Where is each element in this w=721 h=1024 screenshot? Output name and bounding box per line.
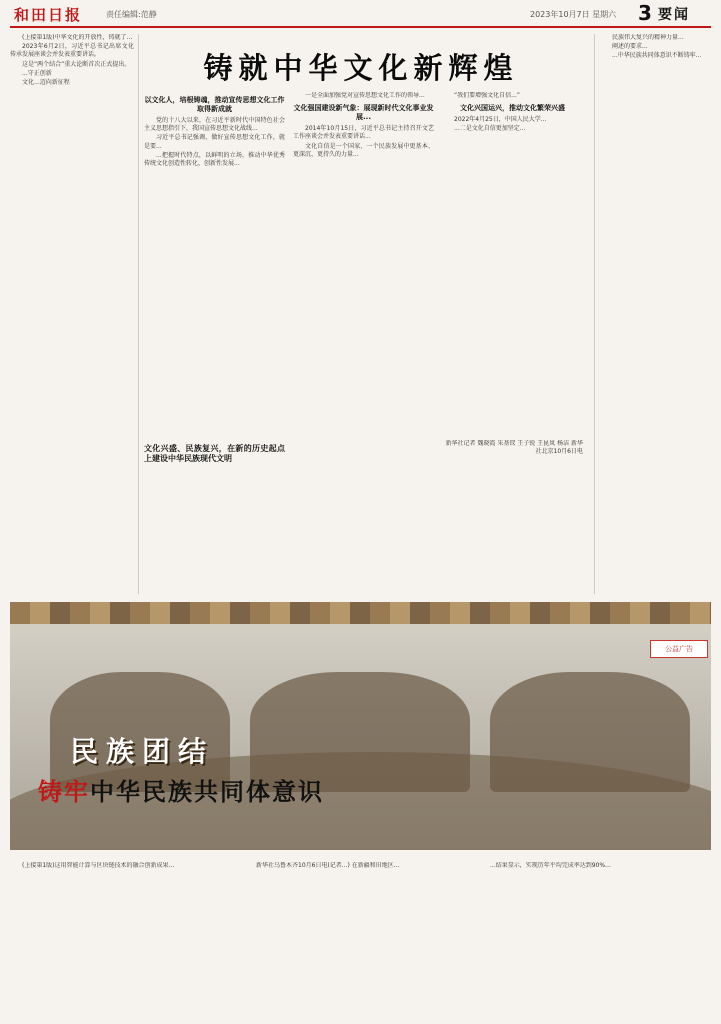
subhead-4: 文化兴盛、民族复兴，在新的历史起点上建设中华民族现代文明: [144, 444, 285, 463]
left-para: (上接第1版)中华文化的开放性，铸就了...: [22, 34, 133, 41]
ad-slogan: [38, 772, 324, 807]
bottom-para: (上接第1版)这用智能计算与区块链技术的融合创新成果...: [22, 862, 175, 869]
article-column-2: [293, 92, 434, 442]
page-headline: 铸就中华文化新辉煌: [203, 51, 519, 85]
public-service-ad: [10, 602, 711, 850]
slogan-highlight: 铸牢: [38, 778, 90, 806]
left-para: 文化...迈向新征程: [22, 79, 70, 87]
right-para: 民族伟大复兴的精神力量...: [612, 34, 684, 41]
article-para: ...二是文化自信更加坚定...: [454, 125, 526, 133]
left-para: 这是“两个结合”重大论断首次正式提出。: [22, 60, 131, 68]
right-para: 阐述的要求...: [612, 43, 648, 51]
slogan-text: 中华民族共同体意识: [90, 778, 324, 806]
bottom-para: ...结果显示，实现历年平均完成率达到90%...: [490, 862, 611, 869]
bottom-col-3: [478, 862, 704, 1018]
article-para: 习近平总书记强调，做好宣传思想文化工作，就是要...: [144, 134, 285, 150]
newspaper-logo: 和田日报: [14, 6, 83, 24]
article-column-3: [442, 92, 583, 442]
decorative-border: [10, 602, 711, 624]
left-column: [10, 34, 139, 594]
bottom-col-2: [244, 862, 470, 1018]
bottom-para: 新华社乌鲁木齐10月6日电(记者...) 在新疆和田地区...: [256, 862, 400, 869]
article-continuation: [144, 440, 584, 590]
continuation-col-2: [293, 440, 434, 590]
right-column: [594, 34, 718, 594]
article-para: 党的十八大以来，在习近平新时代中国特色社会主义思想指引下，我国宣传思想文化战线...: [144, 117, 285, 133]
continuation-col-3: [442, 440, 583, 590]
article-para: 2022年4月25日，中国人民大学...: [454, 116, 547, 124]
article-para: ...把握时代特点，以鲜明的立场，推动中华优秀传统文化创造性转化，创新性发展...: [144, 151, 285, 168]
page-number: 3: [638, 1, 652, 25]
subhead-3: 文化兴国运兴，推动文化繁荣兴盛: [460, 104, 565, 113]
byline: 新华社记者 魏晓霞 朱基钗 王子锐 王昆岚 杨洁 新华社北京10月6日电: [445, 440, 583, 456]
right-para: ...中华民族共同体意识不断铸牢...: [612, 52, 702, 60]
continuation-col-1: [144, 440, 285, 590]
left-para: ...守正创新: [22, 69, 52, 77]
article-para: 文化自信是一个国家、一个民族发展中更基本、更深沉、更持久的力量...: [293, 142, 434, 158]
ad-title-art: 民族团结: [70, 735, 215, 768]
issue-date: 2023年10月7日 星期六: [530, 10, 617, 19]
article-para: 2014年10月15日，习近平总书记主持召开文艺工作座谈会并发表重要讲话...: [293, 125, 434, 141]
subhead-1: 以文化人，培根铸魂，推动宣传思想文化工作取得新成就: [144, 96, 285, 113]
editor-credit: 责任编辑:范静: [106, 10, 157, 19]
article-para: “我们要增强文化自信...”: [454, 92, 520, 99]
subhead-2: 文化强国建设新气象：展现新时代文化事业发展...: [293, 104, 434, 122]
ad-badge: 公益广告: [650, 640, 708, 658]
main-article: [144, 92, 584, 442]
section-title: 要闻: [658, 7, 690, 23]
article-para: 一是全面加强党对宣传思想文化工作的领导...: [305, 92, 425, 99]
left-para: 2023年6月2日，习近平总书记出席文化传承发展座谈会并发表重要讲话。: [10, 43, 134, 59]
bottom-col-1: [10, 862, 236, 1018]
article-column-1: [144, 92, 285, 442]
masthead: [10, 0, 711, 28]
bottom-article: [10, 862, 711, 1018]
